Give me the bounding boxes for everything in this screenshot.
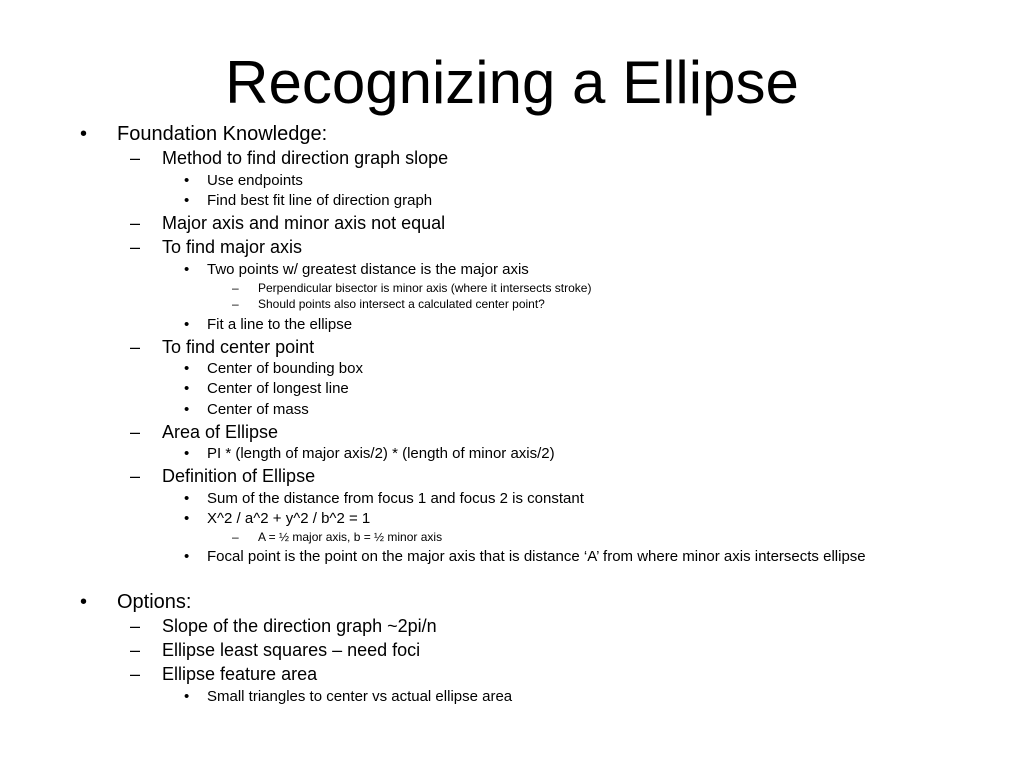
bullet-text: Perpendicular bisector is minor axis (where it intersects stroke) [258,281,592,295]
bullet-text: X^2 / a^2 + y^2 / b^2 = 1 [207,510,371,527]
bullet-text: Ellipse feature area [162,664,318,684]
bullet-icon: • [184,172,190,189]
bullet-text: Slope of the direction graph ~2pi/n [162,616,437,636]
bullet-text: Options: [117,591,192,613]
dash-icon: – [130,640,141,660]
bullet-icon: • [184,490,190,507]
dash-icon: – [130,664,141,684]
bullet-text: Center of mass [207,401,309,418]
dash-icon: – [130,337,141,357]
bullet-text: Two points w/ greatest distance is the major axis [207,261,529,278]
bullet-icon: • [184,360,190,377]
bullet-text: Find best fit line of direction graph [207,192,433,209]
dash-icon: – [130,237,141,257]
bullet-text: Sum of the distance from focus 1 and focus 2 is constant [207,490,584,507]
bullet-icon: • [80,123,88,145]
bullet-text: Should points also intersect a calculated center point? [258,297,545,311]
dash-icon: – [232,530,239,544]
dash-icon: – [130,148,141,168]
slide-title: Recognizing a Ellipse [225,49,799,116]
dash-icon: – [130,616,141,636]
bullet-icon: • [184,261,190,278]
bullet-text: To find major axis [162,237,303,257]
bullet-text: Center of longest line [207,380,349,397]
dash-icon: – [130,466,141,486]
bullet-icon: • [184,510,190,527]
dash-icon: – [130,213,141,233]
bullet-text: Focal point is the point on the major axis that is distance ‘A’ from where minor axis intersects ellipse [207,548,866,565]
bullet-icon: • [184,316,190,333]
bullet-text: Major axis and minor axis not equal [162,213,446,233]
dash-icon: – [232,281,239,295]
dash-icon: – [130,422,141,442]
bullet-text: Center of bounding box [207,360,363,377]
bullet-text: To find center point [162,337,315,357]
bullet-icon: • [80,591,88,613]
bullet-text: Definition of Ellipse [162,466,316,486]
bullet-icon: • [184,192,190,209]
bullet-text: Small triangles to center vs actual ellipse area [207,688,513,705]
bullet-text: Foundation Knowledge: [117,123,328,145]
bullet-icon: • [184,548,190,565]
bullet-icon: • [184,380,190,397]
bullet-icon: • [184,445,190,462]
bullet-text: Method to find direction graph slope [162,148,449,168]
bullet-text: Fit a line to the ellipse [207,316,353,333]
bullet-text: PI * (length of major axis/2) * (length of minor axis/2) [207,445,555,462]
dash-icon: – [232,297,239,311]
bullet-icon: • [184,401,190,418]
bullet-icon: • [184,688,190,705]
bullet-text: A = ½ major axis, b = ½ minor axis [258,530,443,544]
bullet-text: Area of Ellipse [162,422,279,442]
bullet-text: Use endpoints [207,172,303,189]
bullet-text: Ellipse least squares – need foci [162,640,421,660]
